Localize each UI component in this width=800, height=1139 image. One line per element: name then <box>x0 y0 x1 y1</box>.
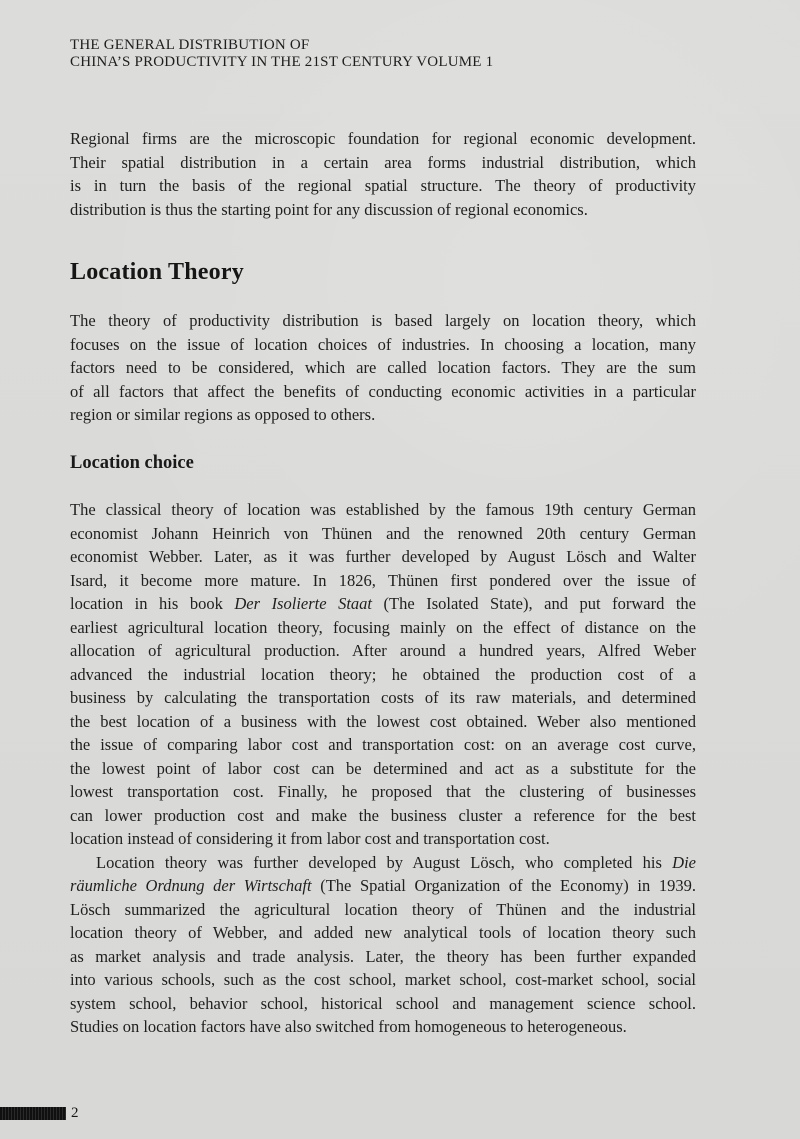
p1-line-5-a: location in his book <box>70 594 235 613</box>
subsection-heading: Location choice <box>70 453 194 473</box>
intro-paragraph <box>70 127 696 221</box>
p1-line-9: business by calculating the transportation costs of its raw materials, and determined <box>70 688 696 707</box>
p1-line-8: advanced the industrial location theory; he obtained the production cost of a <box>70 664 696 684</box>
section-line-5: region or similar regions as opposed to others. <box>70 405 376 424</box>
running-head-line-2: CHINA’S PRODUCTIVITY IN THE 21ST CENTURY VOLUME 1 <box>70 54 494 70</box>
book-title-die: Die <box>672 852 696 872</box>
section-line-1: The theory of productivity distribution is based largely on location theory, which <box>70 311 696 330</box>
p2-line-3: Lösch summarized the agricultural location theory of Thünen and the industrial <box>70 899 696 919</box>
book-title-raumliche-ordnung: räumliche Ordnung der Wirtschaft <box>70 876 312 895</box>
p2-line-7: system school, behavior school, historical school and management science school. <box>70 993 696 1013</box>
intro-line-4: distribution is thus the starting point for any discussion of regional economics. <box>70 199 588 219</box>
intro-line-3: is in turn the basis of the regional spatial structure. The theory of productivity <box>70 176 696 195</box>
running-head <box>70 37 720 71</box>
footer-bar <box>0 1107 66 1120</box>
p1-line-12: the lowest point of labor cost can be determined and act as a substitute for the <box>70 758 696 778</box>
intro-line-2: Their spatial distribution in a certain area forms industrial distribution, which <box>70 152 696 172</box>
p2-line-6: into various schools, such as the cost school, market school, cost-market school, social <box>70 970 696 989</box>
p2-line-4: location theory of Webber, and added new analytical tools of location theory such <box>70 923 696 942</box>
page-number: 2 <box>71 1105 79 1121</box>
intro-line-1: Regional firms are the microscopic foundation for regional economic development. <box>70 129 696 148</box>
p1-line-6: earliest agricultural location theory, focusing mainly on the effect of distance on the <box>70 617 696 637</box>
p1-line-7: allocation of agricultural production. After around a hundred years, Alfred Weber <box>70 641 696 660</box>
p1-line-3: economist Webber. Later, as it was further developed by August Lösch and Walter <box>70 547 696 566</box>
p1-line-13: lowest transportation cost. Finally, he proposed that the clustering of businesses <box>70 782 696 801</box>
p2-line-1 <box>70 851 696 875</box>
p1-line-11: the issue of comparing labor cost and transportation cost: on an average cost curve, <box>70 735 696 754</box>
p1-line-5-b: (The Isolated State), and put forward the <box>372 594 697 613</box>
p1-line-5 <box>70 592 696 616</box>
section-heading: Location Theory <box>70 259 244 285</box>
p1-line-14: can lower production cost and make the business cluster a reference for the best <box>70 805 696 825</box>
p1-line-4: Isard, it become more mature. In 1826, Thünen first pondered over the issue of <box>70 570 696 590</box>
p1-line-1: The classical theory of location was established by the famous 19th century German <box>70 500 696 519</box>
p2-line-5: as market analysis and trade analysis. Later, the theory has been further expanded <box>70 946 696 966</box>
p1-line-15: location instead of considering it from labor cost and transportation cost. <box>70 829 550 848</box>
section-line-2: focuses on the issue of location choices of industries. In choosing a location, many <box>70 334 696 354</box>
running-head-line-1: THE GENERAL DISTRIBUTION OF <box>70 37 310 53</box>
location-choice-paragraph-1 <box>70 498 696 1039</box>
section-line-4: of all factors that affect the benefits of conducting economic activities in a particular <box>70 381 696 401</box>
p2-line-2-b: (The Spatial Organization of the Economy) in 1939. <box>311 876 696 895</box>
section-paragraph <box>70 309 696 427</box>
p2-line-8: Studies on location factors have also switched from homogeneous to heterogeneous. <box>70 1017 627 1036</box>
section-line-3: factors need to be considered, which are called location factors. They are the sum <box>70 358 696 377</box>
p2-line-1-a: Location theory was further developed by August Lösch, who completed his <box>96 852 673 872</box>
p1-line-10: the best location of a business with the lowest cost obtained. Weber also mentioned <box>70 711 696 731</box>
book-title-isolierte-staat: Der Isolierte Staat <box>234 594 373 613</box>
p1-line-2: economist Johann Heinrich von Thünen and the renowned 20th century German <box>70 523 696 543</box>
p2-line-2 <box>70 874 696 898</box>
